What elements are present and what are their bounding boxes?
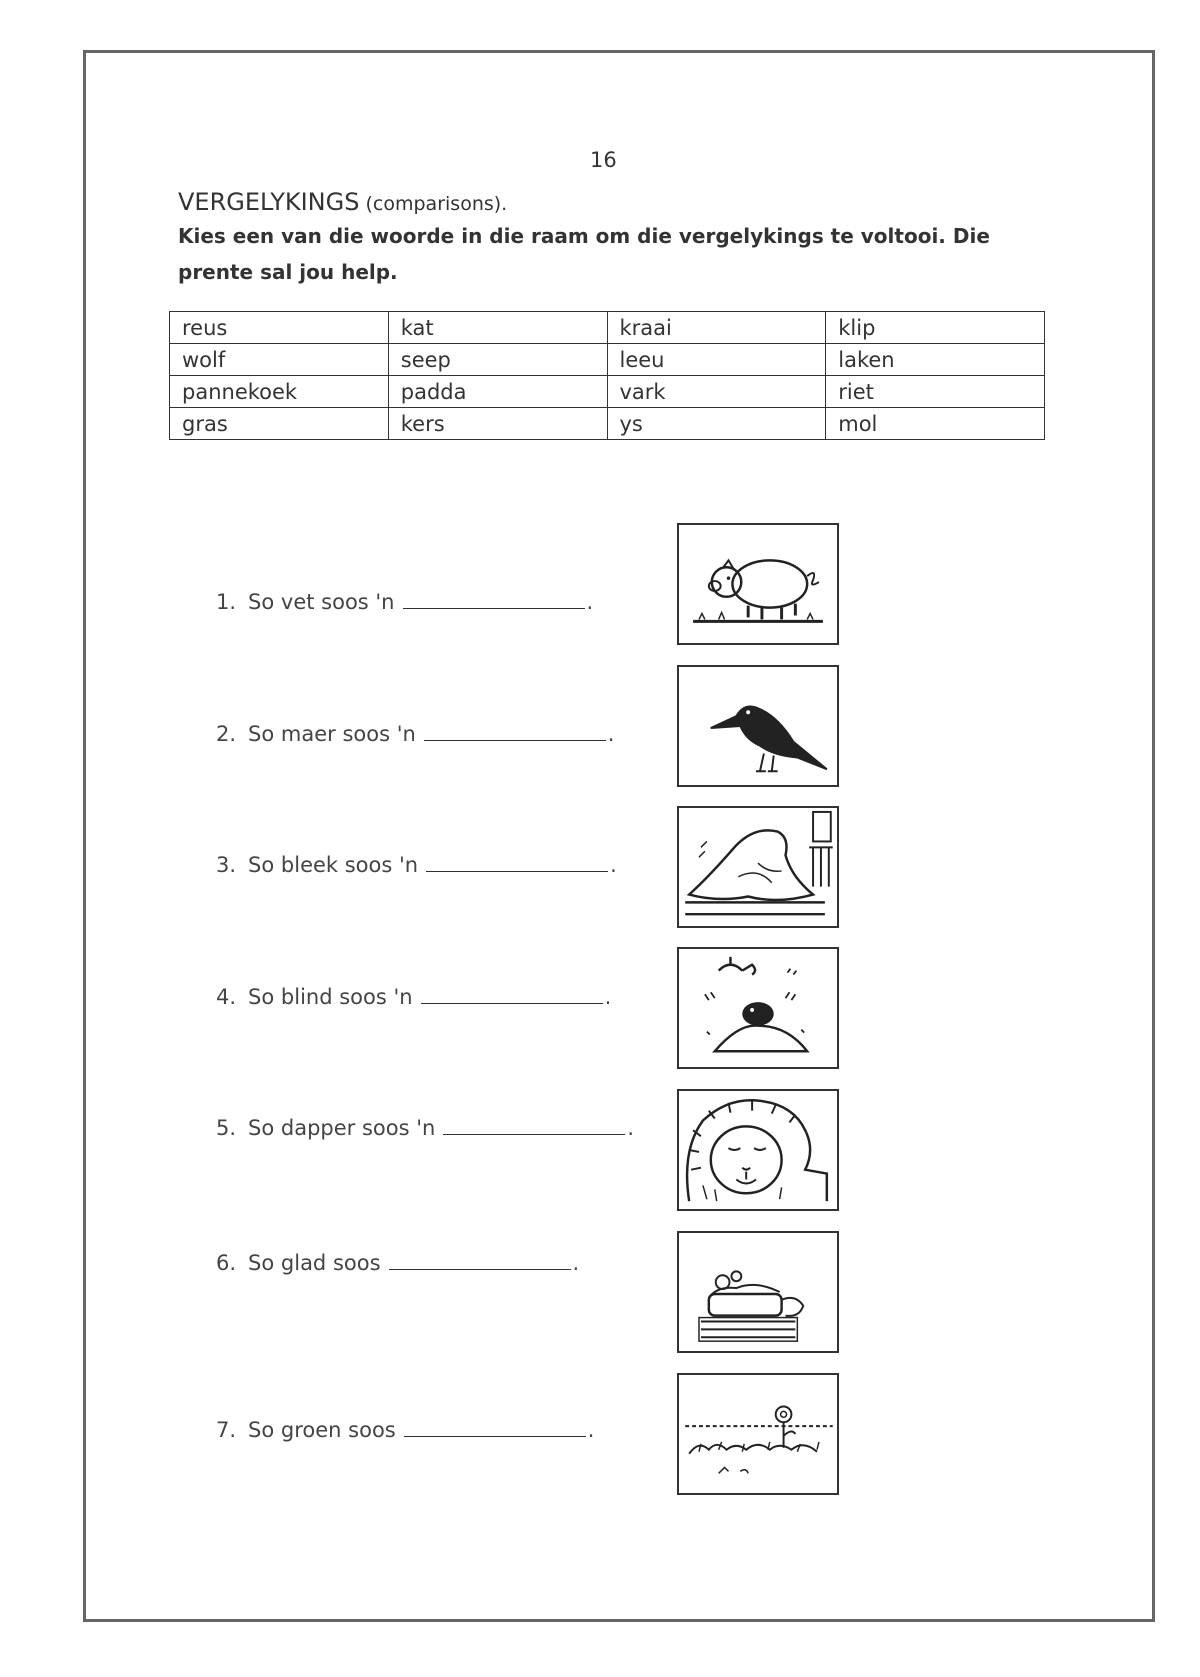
instructions: Kies een van die woorde in die raam om die vergelykings te voltooi. Die prente sal jou help.	[178, 224, 990, 284]
answer-blank[interactable]	[424, 722, 606, 741]
word-box-table	[169, 311, 1045, 440]
exercise-text: So blind soos 'n	[248, 985, 413, 1009]
answer-blank[interactable]	[404, 1418, 586, 1437]
word-cell: riet	[826, 376, 1045, 408]
answer-blank[interactable]	[389, 1251, 571, 1270]
answer-blank[interactable]	[426, 853, 608, 872]
exercise-end: .	[572, 1251, 580, 1275]
exercise-end: .	[586, 590, 594, 614]
table-row	[170, 408, 1045, 440]
pig-icon	[677, 523, 839, 645]
exercise-end: .	[587, 1418, 595, 1442]
table-row	[170, 376, 1045, 408]
sheet-icon	[677, 806, 839, 928]
table-row	[170, 344, 1045, 376]
exercise-end: .	[607, 722, 615, 746]
word-cell: klip	[826, 312, 1045, 344]
exercise-text: So maer soos 'n	[248, 722, 416, 746]
word-cell: laken	[826, 344, 1045, 376]
word-cell: kat	[388, 312, 607, 344]
exercise-end: .	[610, 853, 617, 877]
exercise-number: 6.	[216, 1251, 237, 1275]
word-cell: kers	[388, 408, 607, 440]
answer-blank[interactable]	[443, 1116, 625, 1135]
answer-blank[interactable]	[403, 590, 585, 609]
exercise-end: .	[627, 1116, 635, 1140]
answer-blank[interactable]	[421, 985, 603, 1004]
word-cell: gras	[170, 408, 389, 440]
word-cell: leeu	[607, 344, 826, 376]
word-cell: vark	[607, 376, 826, 408]
exercise-2	[216, 722, 614, 746]
exercise-number: 1.	[216, 590, 237, 614]
exercise-3	[216, 853, 617, 877]
grass-icon	[677, 1373, 839, 1495]
word-cell: wolf	[170, 344, 389, 376]
word-cell: pannekoek	[170, 376, 389, 408]
exercise-text: So groen soos	[248, 1418, 396, 1442]
table-row	[170, 312, 1045, 344]
exercise-number: 5.	[216, 1116, 237, 1140]
title-translation: (comparisons).	[359, 193, 508, 215]
word-cell: seep	[388, 344, 607, 376]
exercise-6	[216, 1251, 579, 1275]
exercise-5	[216, 1116, 634, 1140]
crow-icon	[677, 665, 839, 787]
worksheet-title	[178, 188, 507, 216]
word-cell: kraai	[607, 312, 826, 344]
exercise-number: 7.	[216, 1418, 237, 1442]
exercise-text: So vet soos 'n	[248, 590, 395, 614]
lion-icon	[677, 1089, 839, 1211]
exercise-7	[216, 1418, 594, 1442]
exercise-number: 4.	[216, 985, 237, 1009]
page-number: 16	[590, 148, 617, 172]
soap-icon	[677, 1231, 839, 1353]
word-cell: reus	[170, 312, 389, 344]
exercise-1	[216, 590, 593, 614]
exercise-number: 2.	[216, 722, 237, 746]
exercise-end: .	[604, 985, 612, 1009]
exercise-text: So glad soos	[248, 1251, 381, 1275]
mole-icon	[677, 947, 839, 1069]
exercise-number: 3.	[216, 853, 237, 877]
exercise-4	[216, 985, 611, 1009]
word-cell: mol	[826, 408, 1045, 440]
word-cell: ys	[607, 408, 826, 440]
word-cell: padda	[388, 376, 607, 408]
exercise-text: So bleek soos 'n	[248, 853, 419, 877]
title-main: VERGELYKINGS	[178, 188, 360, 216]
exercise-text: So dapper soos 'n	[248, 1116, 436, 1140]
